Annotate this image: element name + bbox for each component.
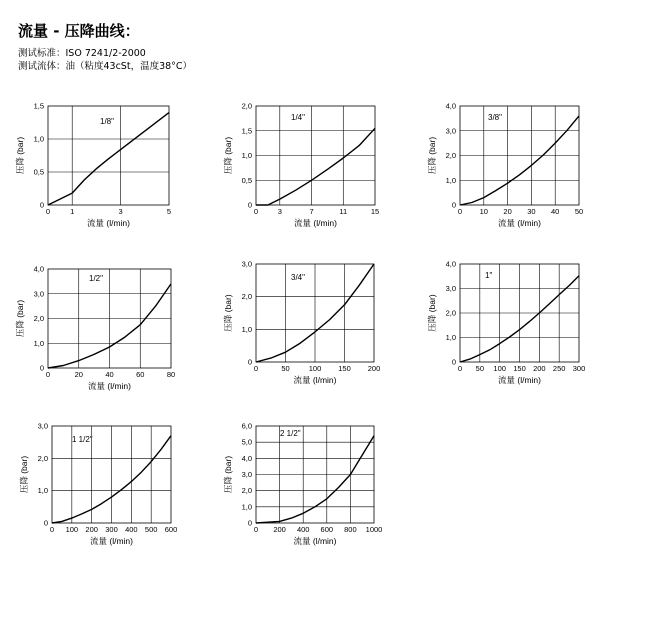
x-tick-label: 50 xyxy=(281,364,290,373)
size-annotation: 2 1/2" xyxy=(280,429,301,438)
x-tick-label: 11 xyxy=(339,207,348,216)
size-annotation: 1/2" xyxy=(89,274,103,283)
x-tick-label: 80 xyxy=(166,370,176,379)
x-tick-label: 1000 xyxy=(365,525,383,534)
x-axis-label: 流量 (l/min) xyxy=(88,381,131,391)
y-tick-label: 2,0 xyxy=(445,308,456,318)
x-axis-label: 流量 (l/min) xyxy=(90,536,133,546)
x-tick-label: 0 xyxy=(49,525,55,534)
y-tick-label: 5,0 xyxy=(241,437,252,447)
x-tick-label: 400 xyxy=(296,525,310,534)
series-line xyxy=(460,116,579,205)
x-tick-label: 3 xyxy=(118,207,123,216)
y-tick-label: 2,0 xyxy=(37,453,48,463)
y-tick-label: 3,0 xyxy=(445,126,456,136)
test-fluid-text: 测试流体：油（粘度43cSt，温度38°C） xyxy=(18,61,193,72)
x-tick-label: 0 xyxy=(45,370,51,379)
y-axis-label: 压降 (bar) xyxy=(15,136,25,175)
x-tick-label: 300 xyxy=(572,364,586,373)
x-tick-label: 200 xyxy=(273,525,286,534)
y-axis-label: 压降 (bar) xyxy=(15,299,25,338)
x-axis-label: 流量 (l/min) xyxy=(293,536,337,546)
y-tick-label: 3,0 xyxy=(241,259,252,269)
x-axis-label: 流量 (l/min) xyxy=(498,218,541,228)
test-standard-text: 测试标准：ISO 7241/2-2000 xyxy=(18,48,146,59)
y-tick-label: 1,0 xyxy=(33,134,44,144)
chart-7 xyxy=(19,422,177,547)
y-axis-label: 压降 (bar) xyxy=(427,136,437,175)
y-tick-label: 0 xyxy=(451,357,456,367)
y-tick-label: 2,0 xyxy=(33,314,44,323)
y-tick-label: 2,0 xyxy=(241,292,252,302)
chart-3 xyxy=(427,102,583,229)
x-axis-label: 流量 (l/min) xyxy=(87,218,130,228)
chart-4 xyxy=(15,265,175,392)
y-tick-label: 3,0 xyxy=(33,289,44,299)
x-tick-label: 0 xyxy=(253,207,259,216)
x-axis-label: 流量 (l/min) xyxy=(294,218,337,228)
y-tick-label: 0,5 xyxy=(241,175,252,185)
x-axis-label: 流量 (l/min) xyxy=(498,375,541,385)
y-tick-label: 1,5 xyxy=(241,126,252,136)
size-annotation: 1 1/2" xyxy=(72,435,93,444)
y-axis-label: 压降 (bar) xyxy=(427,294,437,332)
x-tick-label: 40 xyxy=(105,370,114,379)
size-annotation: 3/4" xyxy=(291,273,305,282)
x-tick-label: 0 xyxy=(253,364,259,373)
x-tick-label: 20 xyxy=(74,370,83,379)
y-tick-label: 0 xyxy=(43,518,48,528)
x-tick-label: 50 xyxy=(574,207,584,216)
x-tick-label: 150 xyxy=(513,364,526,373)
y-tick-label: 1,0 xyxy=(33,338,44,348)
x-tick-label: 200 xyxy=(85,525,98,534)
y-tick-label: 1,0 xyxy=(241,502,252,512)
x-tick-label: 50 xyxy=(475,364,485,373)
x-tick-label: 300 xyxy=(105,525,118,534)
y-axis-label: 压降 (bar) xyxy=(223,294,233,332)
x-tick-label: 100 xyxy=(65,525,79,534)
x-tick-label: 250 xyxy=(552,364,566,373)
x-tick-label: 40 xyxy=(551,207,560,216)
y-tick-label: 1,0 xyxy=(37,486,48,496)
x-tick-label: 800 xyxy=(344,525,357,534)
size-annotation: 1/4" xyxy=(291,113,305,122)
size-annotation: 3/8" xyxy=(488,113,502,122)
size-annotation: 1" xyxy=(485,271,493,280)
y-tick-label: 2,0 xyxy=(241,486,252,496)
x-tick-label: 200 xyxy=(367,364,381,373)
x-tick-label: 400 xyxy=(125,525,138,534)
chart-6 xyxy=(427,260,585,386)
x-tick-label: 100 xyxy=(308,364,322,373)
y-axis-label: 压降 (bar) xyxy=(19,455,29,494)
x-tick-label: 5 xyxy=(166,207,172,216)
x-tick-label: 600 xyxy=(320,525,334,534)
y-tick-label: 0 xyxy=(451,200,456,210)
x-tick-label: 0 xyxy=(457,364,463,373)
y-tick-label: 6,0 xyxy=(241,421,252,431)
y-tick-label: 4,0 xyxy=(33,264,44,274)
y-tick-label: 4,0 xyxy=(241,453,252,463)
y-tick-label: 1,5 xyxy=(33,101,44,111)
x-tick-label: 0 xyxy=(253,525,259,534)
y-tick-label: 1,0 xyxy=(445,333,456,342)
y-tick-label: 2,0 xyxy=(241,101,252,111)
x-tick-label: 0 xyxy=(45,207,51,216)
y-tick-label: 1,0 xyxy=(445,175,456,185)
x-tick-label: 20 xyxy=(503,207,512,216)
chart-2 xyxy=(223,102,379,229)
x-tick-label: 3 xyxy=(277,207,282,216)
series-line xyxy=(256,436,374,523)
x-tick-label: 30 xyxy=(527,207,536,216)
y-tick-label: 4,0 xyxy=(445,259,456,269)
y-tick-label: 3,0 xyxy=(445,284,456,293)
y-tick-label: 0 xyxy=(247,357,252,367)
chart-8 xyxy=(223,422,382,547)
y-axis-label: 压降 (bar) xyxy=(223,455,233,494)
x-tick-label: 600 xyxy=(164,525,178,534)
y-tick-label: 0 xyxy=(247,518,252,528)
page-title: 流量 - 压降曲线： xyxy=(18,22,140,40)
y-tick-label: 0 xyxy=(247,200,252,210)
series-line xyxy=(256,128,375,205)
x-tick-label: 500 xyxy=(144,525,158,534)
chart-5 xyxy=(223,260,380,386)
x-tick-label: 150 xyxy=(338,364,351,373)
y-tick-label: 2,0 xyxy=(445,151,456,160)
x-tick-label: 0 xyxy=(457,207,463,216)
y-tick-label: 3,0 xyxy=(37,421,48,431)
chart-1 xyxy=(15,102,171,229)
y-tick-label: 0 xyxy=(39,363,44,373)
x-axis-label: 流量 (l/min) xyxy=(293,375,337,385)
x-tick-label: 10 xyxy=(479,207,488,216)
y-tick-label: 3,0 xyxy=(241,470,252,479)
y-tick-label: 0 xyxy=(39,200,44,210)
y-tick-label: 1,0 xyxy=(241,324,252,334)
x-tick-label: 60 xyxy=(136,370,145,379)
series-line xyxy=(48,113,169,205)
y-axis-label: 压降 (bar) xyxy=(223,136,233,175)
x-tick-label: 1 xyxy=(70,207,75,216)
y-tick-label: 4,0 xyxy=(445,101,456,111)
y-tick-label: 0,5 xyxy=(33,167,44,177)
x-tick-label: 15 xyxy=(370,207,380,216)
size-annotation: 1/8" xyxy=(100,117,114,126)
x-tick-label: 100 xyxy=(493,364,506,373)
x-tick-label: 7 xyxy=(309,207,314,216)
y-tick-label: 1,0 xyxy=(241,151,252,160)
x-tick-label: 200 xyxy=(533,364,546,373)
